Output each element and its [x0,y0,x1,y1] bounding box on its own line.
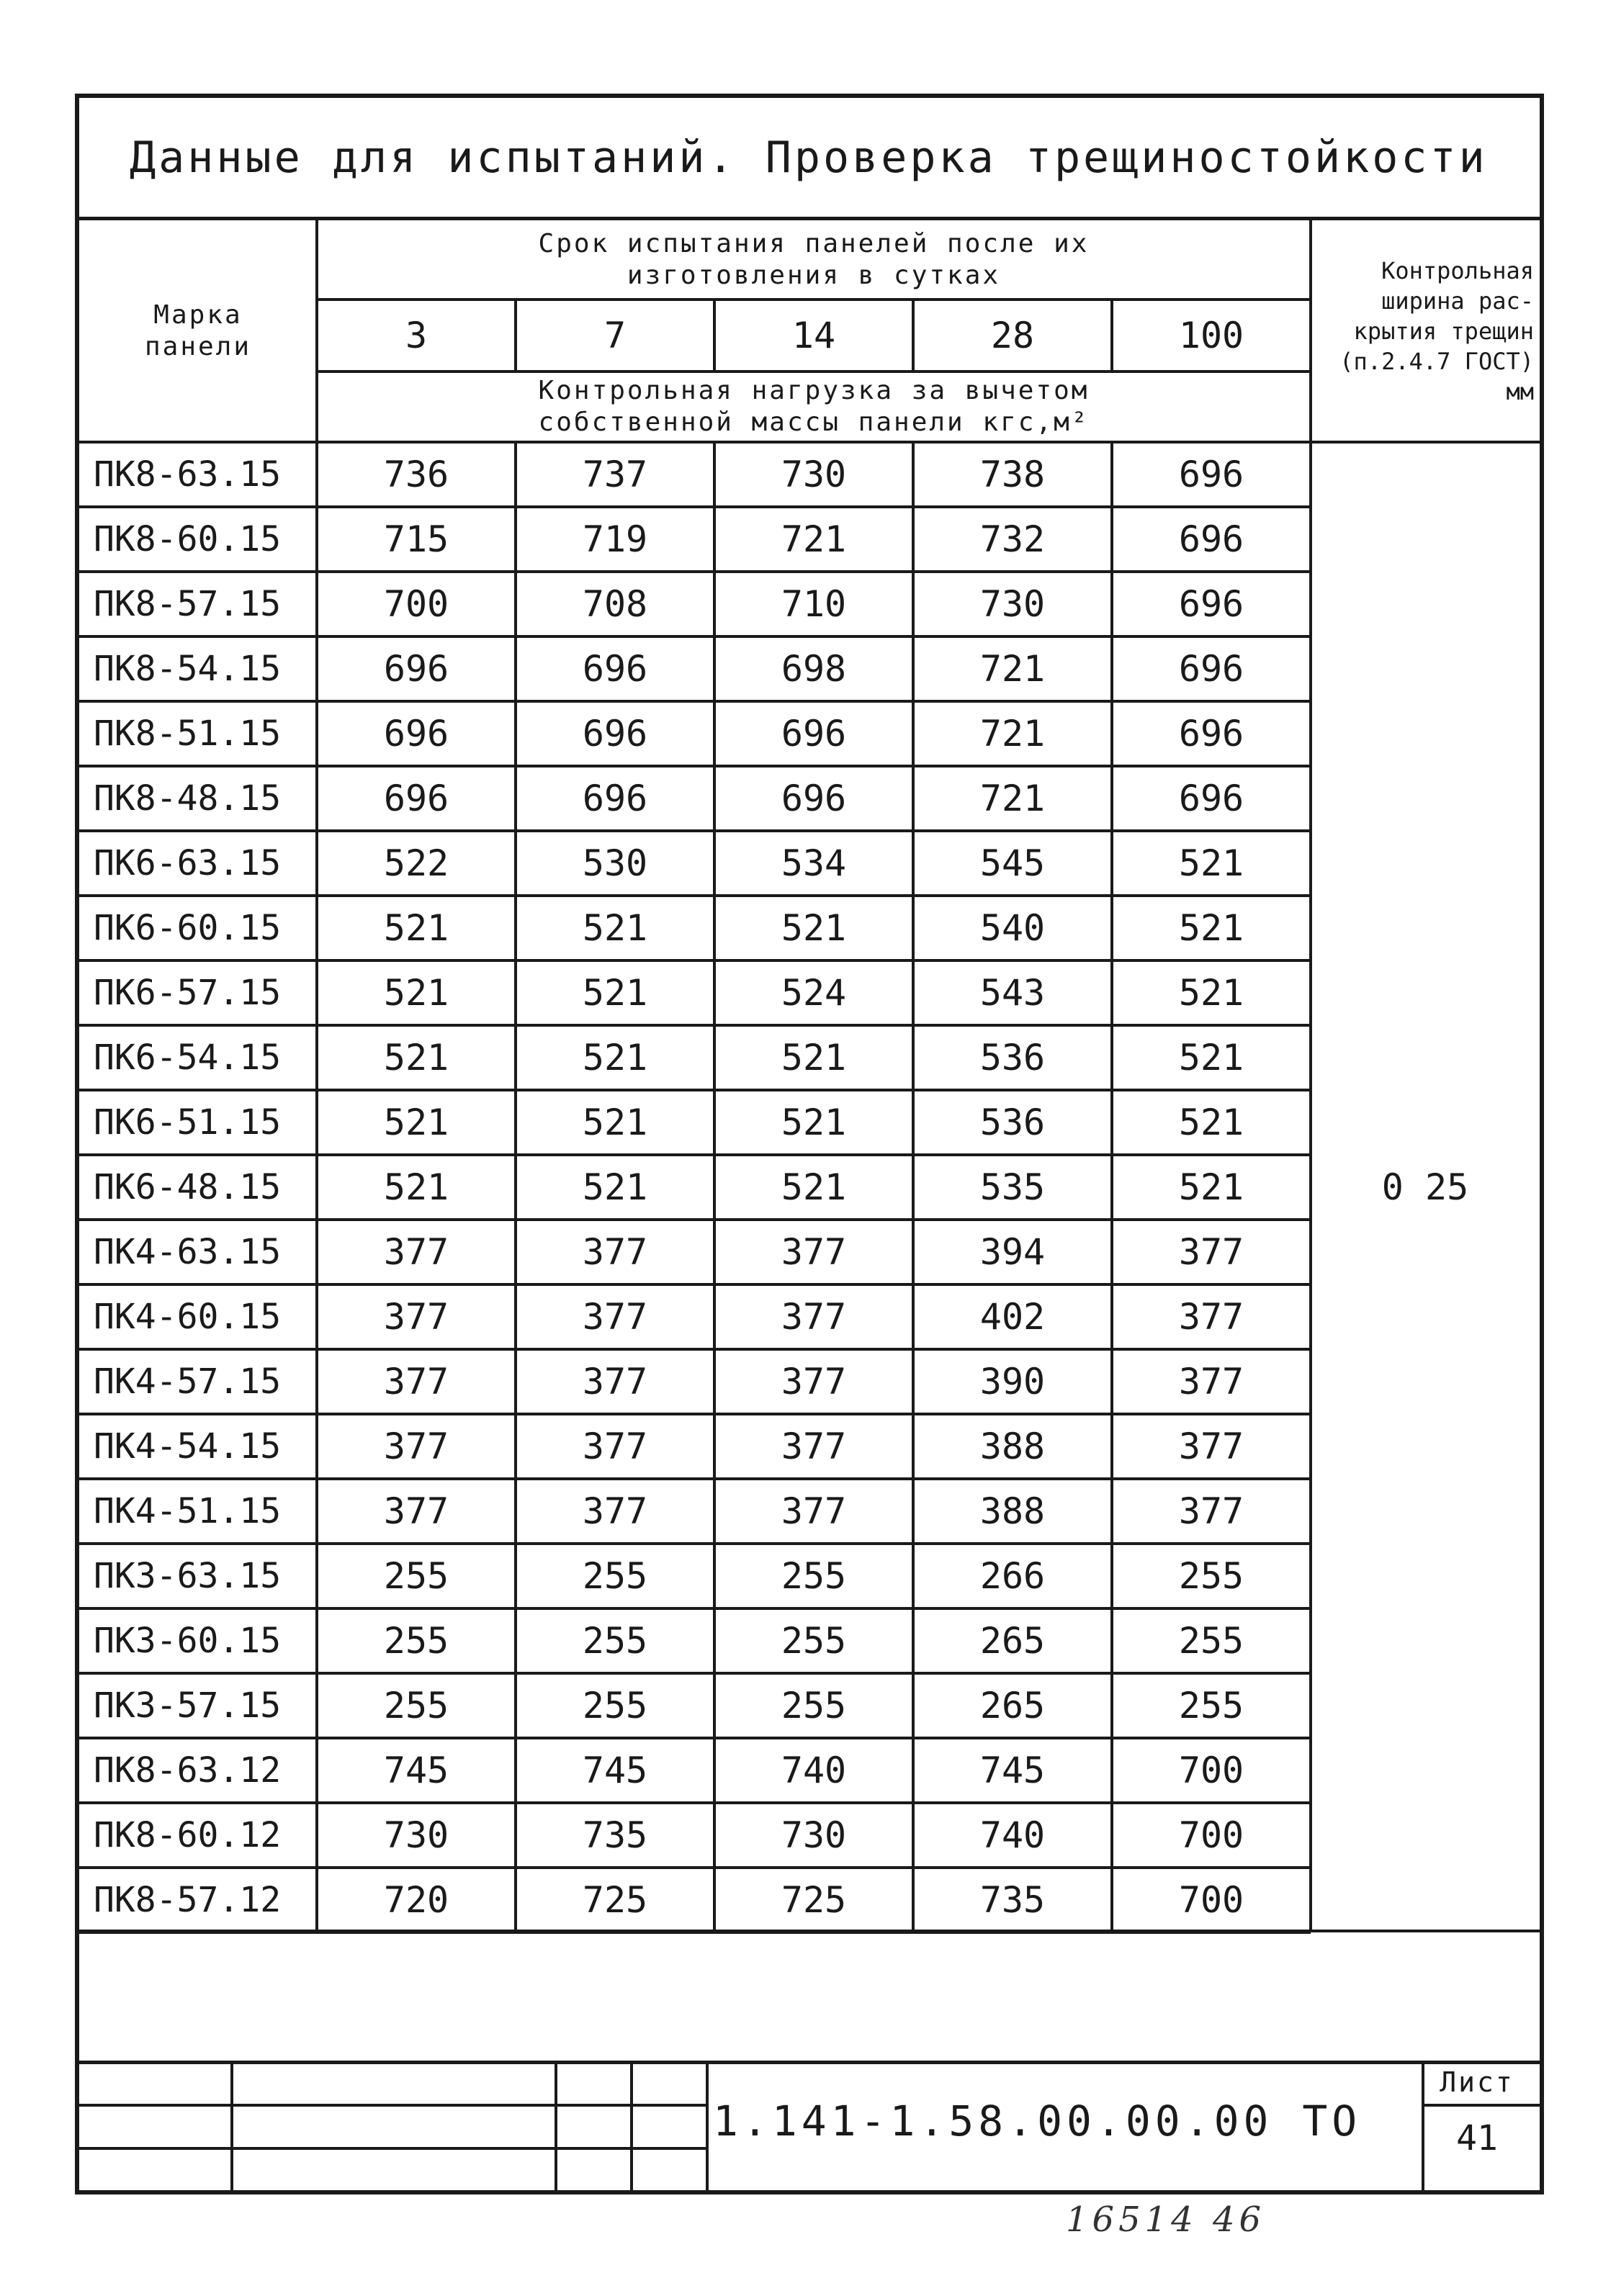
title-block [79,2061,1540,2190]
panel-mark: ПК8-48.15 [94,778,282,819]
load-value: 255 [781,1555,847,1597]
load-value: 524 [781,972,847,1014]
load-value: 745 [383,1750,449,1791]
panel-mark: ПК6-48.15 [94,1167,282,1207]
sheet-number: 41 [1456,2118,1498,2158]
load-value: 521 [582,972,648,1014]
load-value: 696 [1178,778,1244,819]
load-value: 696 [781,778,847,819]
load-value: 521 [383,1037,449,1079]
load-value: 730 [383,1814,449,1856]
load-value: 708 [582,583,648,625]
panel-mark: ПК4-60.15 [94,1297,282,1337]
load-value: 521 [582,907,648,949]
load-value: 740 [781,1750,847,1791]
panel-mark: ПК8-54.15 [94,649,282,689]
load-value: 720 [383,1879,449,1921]
load-value: 540 [979,907,1046,949]
panel-mark: ПК3-60.15 [94,1621,282,1661]
panel-mark: ПК8-60.12 [94,1815,282,1855]
load-value: 255 [781,1620,847,1662]
control-width-value: 0 25 [1381,1166,1469,1208]
load-value: 710 [781,583,847,625]
load-value: 534 [781,842,847,884]
load-value: 700 [1178,1750,1244,1791]
load-value: 255 [582,1685,648,1726]
load-value: 377 [781,1426,847,1467]
header-day-3: 3 [405,315,428,356]
header-day-14: 14 [791,315,836,356]
header-term: Срок испытания панелей после их изготовления в сутках [538,229,1090,290]
panel-mark: ПК6-57.15 [94,973,282,1013]
load-value: 255 [383,1620,449,1662]
load-value: 521 [582,1037,648,1079]
load-value: 696 [582,713,648,755]
load-value: 735 [979,1879,1046,1921]
load-value: 696 [383,648,449,690]
panel-mark: ПК8-57.12 [94,1880,282,1920]
load-value: 521 [383,972,449,1014]
header-control-width: Контрольная ширина рас- крытия трещин (п.2.4.7 ГОСТ) мм [1339,257,1534,405]
load-value: 696 [1178,648,1244,690]
load-value: 521 [1178,907,1244,949]
load-value: 377 [383,1231,449,1273]
header-load: Контрольная нагрузка за вычетом собственной массы панели кгс,м² [538,376,1090,437]
load-value: 521 [781,1166,847,1208]
load-value: 255 [582,1620,648,1662]
panel-mark: ПК8-57.15 [94,584,282,624]
panel-mark: ПК4-51.15 [94,1491,282,1531]
load-value: 377 [383,1296,449,1338]
load-value: 738 [979,454,1046,495]
load-value: 732 [979,518,1046,560]
load-value: 377 [1178,1426,1244,1467]
load-value: 521 [1178,972,1244,1014]
load-value: 377 [582,1490,648,1532]
panel-mark: ПК8-51.15 [94,713,282,754]
panel-mark: ПК4-54.15 [94,1426,282,1467]
panel-mark: ПК4-57.15 [94,1361,282,1402]
load-value: 377 [781,1296,847,1338]
load-value: 719 [582,518,648,560]
load-value: 521 [1178,842,1244,884]
page-title: Данные для испытаний. Проверка трещиностойкости [79,98,1540,220]
load-value: 521 [383,1102,449,1143]
load-value: 740 [979,1814,1046,1856]
load-value: 521 [1178,1037,1244,1079]
load-value: 521 [1178,1102,1244,1143]
load-value: 377 [1178,1231,1244,1273]
load-value: 745 [979,1750,1046,1791]
load-value: 698 [781,648,847,690]
load-value: 696 [1178,454,1244,495]
load-value: 696 [781,713,847,755]
load-value: 737 [582,454,648,495]
load-value: 700 [1178,1814,1244,1856]
load-value: 736 [383,454,449,495]
load-value: 696 [582,648,648,690]
load-value: 521 [781,1037,847,1079]
load-value: 700 [1178,1879,1244,1921]
load-value: 696 [582,778,648,819]
load-value: 730 [781,454,847,495]
load-value: 696 [1178,583,1244,625]
panel-mark: ПК4-63.15 [94,1232,282,1272]
load-value: 255 [1178,1685,1244,1726]
drawing-sheet [75,94,1544,2194]
load-value: 521 [781,1102,847,1143]
load-value: 377 [582,1426,648,1467]
load-value: 388 [979,1426,1046,1467]
load-value: 394 [979,1231,1046,1273]
load-value: 521 [383,1166,449,1208]
load-value: 377 [781,1361,847,1403]
load-value: 255 [781,1685,847,1726]
header-day-28: 28 [990,315,1035,356]
load-value: 745 [582,1750,648,1791]
load-value: 696 [1178,713,1244,755]
header-day-100: 100 [1178,315,1244,356]
load-value: 377 [383,1361,449,1403]
load-value: 721 [781,518,847,560]
panel-mark: ПК3-63.15 [94,1556,282,1596]
load-value: 390 [979,1361,1046,1403]
load-value: 377 [781,1231,847,1273]
load-value: 266 [979,1555,1046,1597]
load-value: 255 [1178,1620,1244,1662]
load-value: 521 [781,907,847,949]
load-value: 377 [582,1231,648,1273]
load-value: 377 [582,1361,648,1403]
panel-mark: ПК6-51.15 [94,1102,282,1143]
load-value: 377 [1178,1361,1244,1403]
load-value: 377 [383,1490,449,1532]
load-value: 521 [1178,1166,1244,1208]
sheet-label: Лист [1440,2066,1514,2098]
load-value: 377 [383,1426,449,1467]
panel-mark: ПК6-60.15 [94,908,282,948]
load-value: 255 [1178,1555,1244,1597]
load-value: 725 [582,1879,648,1921]
load-value: 265 [979,1685,1046,1726]
load-value: 255 [383,1685,449,1726]
load-value: 696 [1178,518,1244,560]
panel-mark: ПК8-63.12 [94,1750,282,1791]
load-value: 536 [979,1037,1046,1079]
load-value: 696 [383,778,449,819]
handwritten-note: 16514 46 [1066,2200,1266,2240]
load-value: 402 [979,1296,1046,1338]
load-value: 730 [979,583,1046,625]
panel-mark: ПК3-57.15 [94,1685,282,1726]
load-value: 388 [979,1490,1046,1532]
load-value: 730 [781,1814,847,1856]
panel-mark: ПК8-63.15 [94,454,282,495]
load-value: 521 [582,1102,648,1143]
load-value: 377 [781,1490,847,1532]
load-value: 522 [383,842,449,884]
document-code: 1.141-1.58.00.00.00 ТО [713,2097,1362,2146]
load-value: 545 [979,842,1046,884]
load-value: 721 [979,778,1046,819]
load-value: 725 [781,1879,847,1921]
panel-mark: ПК8-60.15 [94,519,282,559]
load-value: 530 [582,842,648,884]
header-mark: Марка панели [144,300,252,361]
load-value: 377 [582,1296,648,1338]
load-value: 536 [979,1102,1046,1143]
header-day-7: 7 [603,315,627,356]
load-value: 735 [582,1814,648,1856]
load-value: 535 [979,1166,1046,1208]
load-value: 543 [979,972,1046,1014]
load-value: 521 [582,1166,648,1208]
load-value: 521 [383,907,449,949]
load-value: 255 [383,1555,449,1597]
load-value: 715 [383,518,449,560]
load-value: 721 [979,713,1046,755]
load-value: 377 [1178,1296,1244,1338]
panel-mark: ПК6-63.15 [94,843,282,883]
load-value: 377 [1178,1490,1244,1532]
load-value: 696 [383,713,449,755]
load-value: 255 [582,1555,648,1597]
panel-mark: ПК6-54.15 [94,1037,282,1078]
load-value: 700 [383,583,449,625]
load-value: 721 [979,648,1046,690]
load-value: 265 [979,1620,1046,1662]
